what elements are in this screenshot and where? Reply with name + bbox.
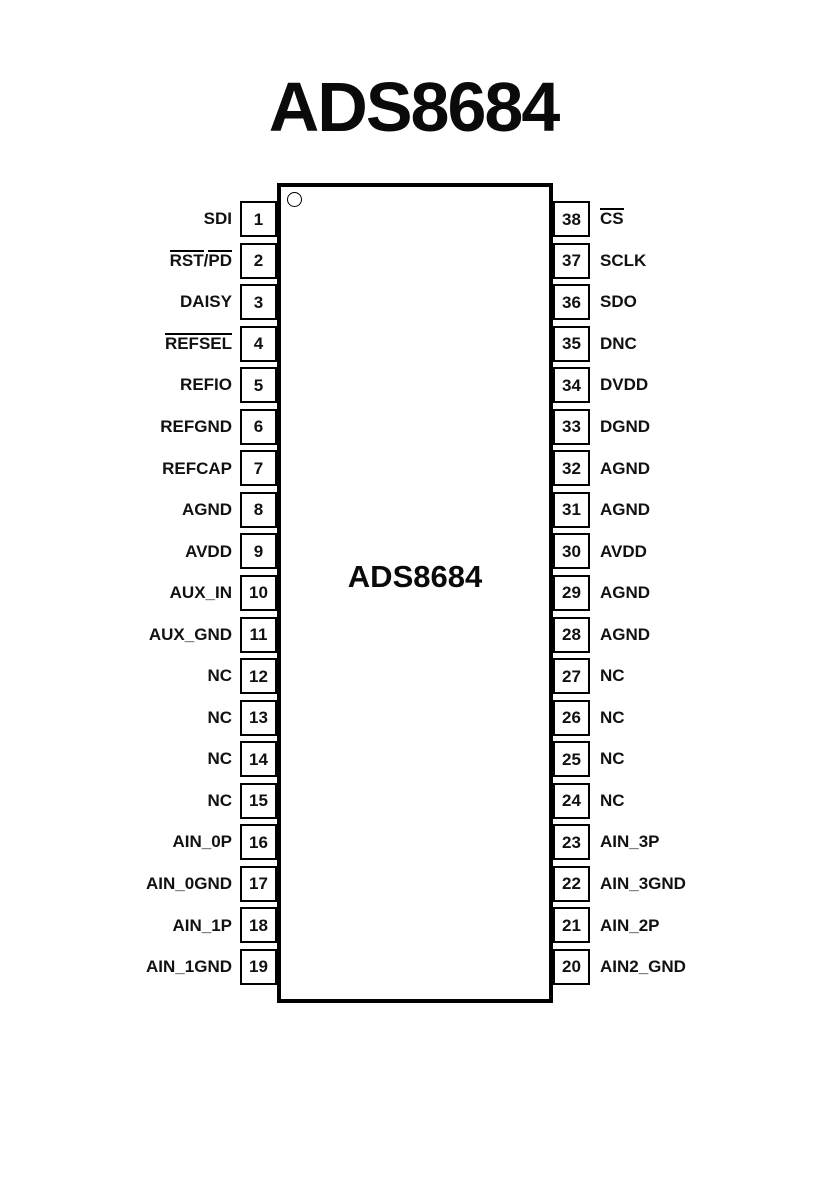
pin-label: NC (207, 707, 232, 727)
pin-number-box (240, 201, 277, 237)
pin-label: AIN_0P (172, 832, 232, 852)
pin-number: 8 (253, 500, 264, 520)
pin-number-box (553, 658, 590, 694)
pin-label-segment: / (203, 250, 209, 270)
pin-label: AIN_1GND (146, 957, 232, 977)
pin-number: 35 (562, 334, 581, 354)
pin-number-box (240, 658, 277, 694)
pin-label: NC (600, 707, 625, 727)
pin-number-box (553, 243, 590, 279)
pin-row (40, 907, 277, 943)
pin-label (600, 209, 624, 229)
pin-label (165, 334, 232, 354)
pin-label: DGND (600, 416, 651, 436)
pin-row (40, 783, 277, 819)
pin-label-segment-overlined: PD (208, 250, 232, 270)
pin-number-box (553, 783, 590, 819)
pin-number: 27 (562, 666, 581, 686)
pin-number-box (240, 907, 277, 943)
pin-number: 23 (562, 832, 581, 852)
pin-label: AUX_IN (169, 583, 232, 603)
pin-row (553, 907, 813, 943)
pin-row (40, 824, 277, 860)
pin-number: 38 (562, 209, 581, 229)
pin-label: NC (207, 790, 232, 810)
pin-number-box (553, 492, 590, 528)
pin-number: 22 (562, 874, 581, 894)
pin-number-box (240, 367, 277, 403)
pin-row (40, 409, 277, 445)
pin-number-box (553, 367, 590, 403)
pin-label: AIN_3GND (600, 874, 686, 894)
pin-number: 3 (253, 292, 264, 312)
pin-number-box (240, 409, 277, 445)
pin-number-box (240, 824, 277, 860)
pin-row (40, 284, 277, 320)
pin-number: 24 (562, 791, 581, 811)
pin-number-box (240, 866, 277, 902)
pin-number: 25 (562, 749, 581, 769)
pin-label: AIN2_GND (600, 957, 686, 977)
pin-row (40, 492, 277, 528)
pin-row (553, 326, 813, 362)
pin-label: AIN_3P (600, 832, 660, 852)
pin-row (553, 741, 813, 777)
pin-number-box (553, 949, 590, 985)
pin-row (553, 824, 813, 860)
pin-number-box (553, 617, 590, 653)
pin-row (553, 284, 813, 320)
pin-label: AGND (600, 458, 651, 478)
pin-row (40, 201, 277, 237)
pin-number: 18 (249, 915, 268, 935)
pin-number: 20 (562, 957, 581, 977)
pin-number-box (240, 949, 277, 985)
pin-number-box (240, 783, 277, 819)
pin-row (40, 949, 277, 985)
pin-label: AIN_0GND (146, 874, 232, 894)
pin-label-segment-overlined: REFSEL (164, 333, 232, 353)
pin-number-box (240, 575, 277, 611)
pin-number-box (240, 617, 277, 653)
pin-number: 36 (562, 292, 581, 312)
pin-label: SCLK (600, 250, 647, 270)
pin-number-box (240, 243, 277, 279)
pin-number-box (240, 326, 277, 362)
pin-row (553, 450, 813, 486)
pin-label (170, 251, 232, 271)
pin-number: 7 (253, 458, 264, 478)
pin-number: 9 (253, 541, 264, 561)
pin-number-box (553, 533, 590, 569)
pin-row (40, 575, 277, 611)
pin-row (553, 533, 813, 569)
pin-row (553, 949, 813, 985)
pin-label-segment-overlined: CS (600, 209, 624, 229)
pin-number-box (553, 907, 590, 943)
pin-row (40, 700, 277, 736)
pin-number-box (553, 824, 590, 860)
pin-row (553, 700, 813, 736)
pin-number: 21 (562, 915, 581, 935)
pin-number-box (553, 866, 590, 902)
pin-row (40, 367, 277, 403)
pin-number-box (240, 533, 277, 569)
pin-number-box (553, 450, 590, 486)
pin-number-box (553, 741, 590, 777)
pin-row (553, 866, 813, 902)
pin-label: SDI (203, 209, 232, 229)
page-title: ADS8684 (268, 68, 559, 146)
pin-number-box (553, 284, 590, 320)
pin-row (553, 658, 813, 694)
pin-label: AGND (600, 583, 651, 603)
pin-number-box (553, 700, 590, 736)
pin-label: NC (207, 666, 232, 686)
pin-label: AVDD (185, 541, 232, 561)
pin-number: 32 (562, 458, 581, 478)
pin-label: AGND (600, 500, 651, 520)
pin-label: AGND (181, 500, 232, 520)
pin-label: AGND (600, 624, 651, 644)
pin-row (40, 533, 277, 569)
pin-number: 4 (253, 334, 264, 354)
pin-label: AVDD (600, 541, 647, 561)
pin-label: DAISY (180, 292, 232, 312)
pin-number: 16 (249, 832, 268, 852)
pin-label: REFGND (160, 416, 232, 436)
pin-number: 14 (249, 749, 268, 769)
pin-label: REFIO (180, 375, 232, 395)
pin-label: DVDD (600, 375, 649, 395)
pin-row (553, 243, 813, 279)
pin-number: 19 (249, 957, 268, 977)
pin-number: 17 (249, 874, 268, 894)
pin-number: 33 (562, 417, 581, 437)
pin-row (40, 617, 277, 653)
pin-row (553, 492, 813, 528)
pin-label: REFCAP (162, 458, 232, 478)
pin-row (40, 243, 277, 279)
pin-number: 6 (253, 417, 264, 437)
pin-label: NC (600, 749, 625, 769)
pin-row (40, 658, 277, 694)
pin-row (553, 617, 813, 653)
pin-number: 29 (562, 583, 581, 603)
pin-number: 2 (253, 251, 264, 271)
pin-number-box (240, 492, 277, 528)
pin-number-box (240, 700, 277, 736)
pin-number: 34 (562, 375, 581, 395)
pin-number-box (240, 741, 277, 777)
pin-number: 28 (562, 625, 581, 644)
pin-label: SDO (600, 292, 637, 312)
pin-number-box (240, 450, 277, 486)
pin-number-box (553, 326, 590, 362)
pin-number-box (553, 201, 590, 237)
pin-number: 13 (249, 708, 268, 728)
pin-label: NC (600, 790, 625, 810)
pin-row (553, 783, 813, 819)
pin-number: 11 (249, 625, 268, 644)
pin-row (553, 575, 813, 611)
pin-row (553, 409, 813, 445)
pin-number: 15 (249, 791, 268, 811)
pin-number: 1 (253, 209, 264, 229)
pin-number: 12 (249, 666, 268, 686)
pin-row (40, 866, 277, 902)
pin-label-segment-overlined: RST (169, 250, 204, 270)
pin-row (40, 741, 277, 777)
pin-label: AIN_1P (172, 915, 232, 935)
pin-number: 26 (562, 708, 581, 728)
pin-number: 31 (562, 500, 581, 520)
pin-label: DNC (600, 333, 637, 353)
pin-label: NC (207, 749, 232, 769)
pin-row (40, 450, 277, 486)
chip-label: ADS8684 (347, 559, 483, 594)
pin-label: NC (600, 666, 625, 686)
pin-label: AUX_GND (148, 624, 232, 644)
pin-number-box (553, 575, 590, 611)
pin-number: 30 (562, 541, 581, 561)
pin-label: AIN_2P (600, 915, 660, 935)
pin-row (40, 326, 277, 362)
pin-row (553, 201, 813, 237)
pin-row (553, 367, 813, 403)
pin-number: 10 (249, 583, 268, 603)
pin-number: 5 (253, 375, 264, 395)
pin-number-box (240, 284, 277, 320)
pin-number-box (553, 409, 590, 445)
pin-number: 37 (562, 251, 581, 271)
